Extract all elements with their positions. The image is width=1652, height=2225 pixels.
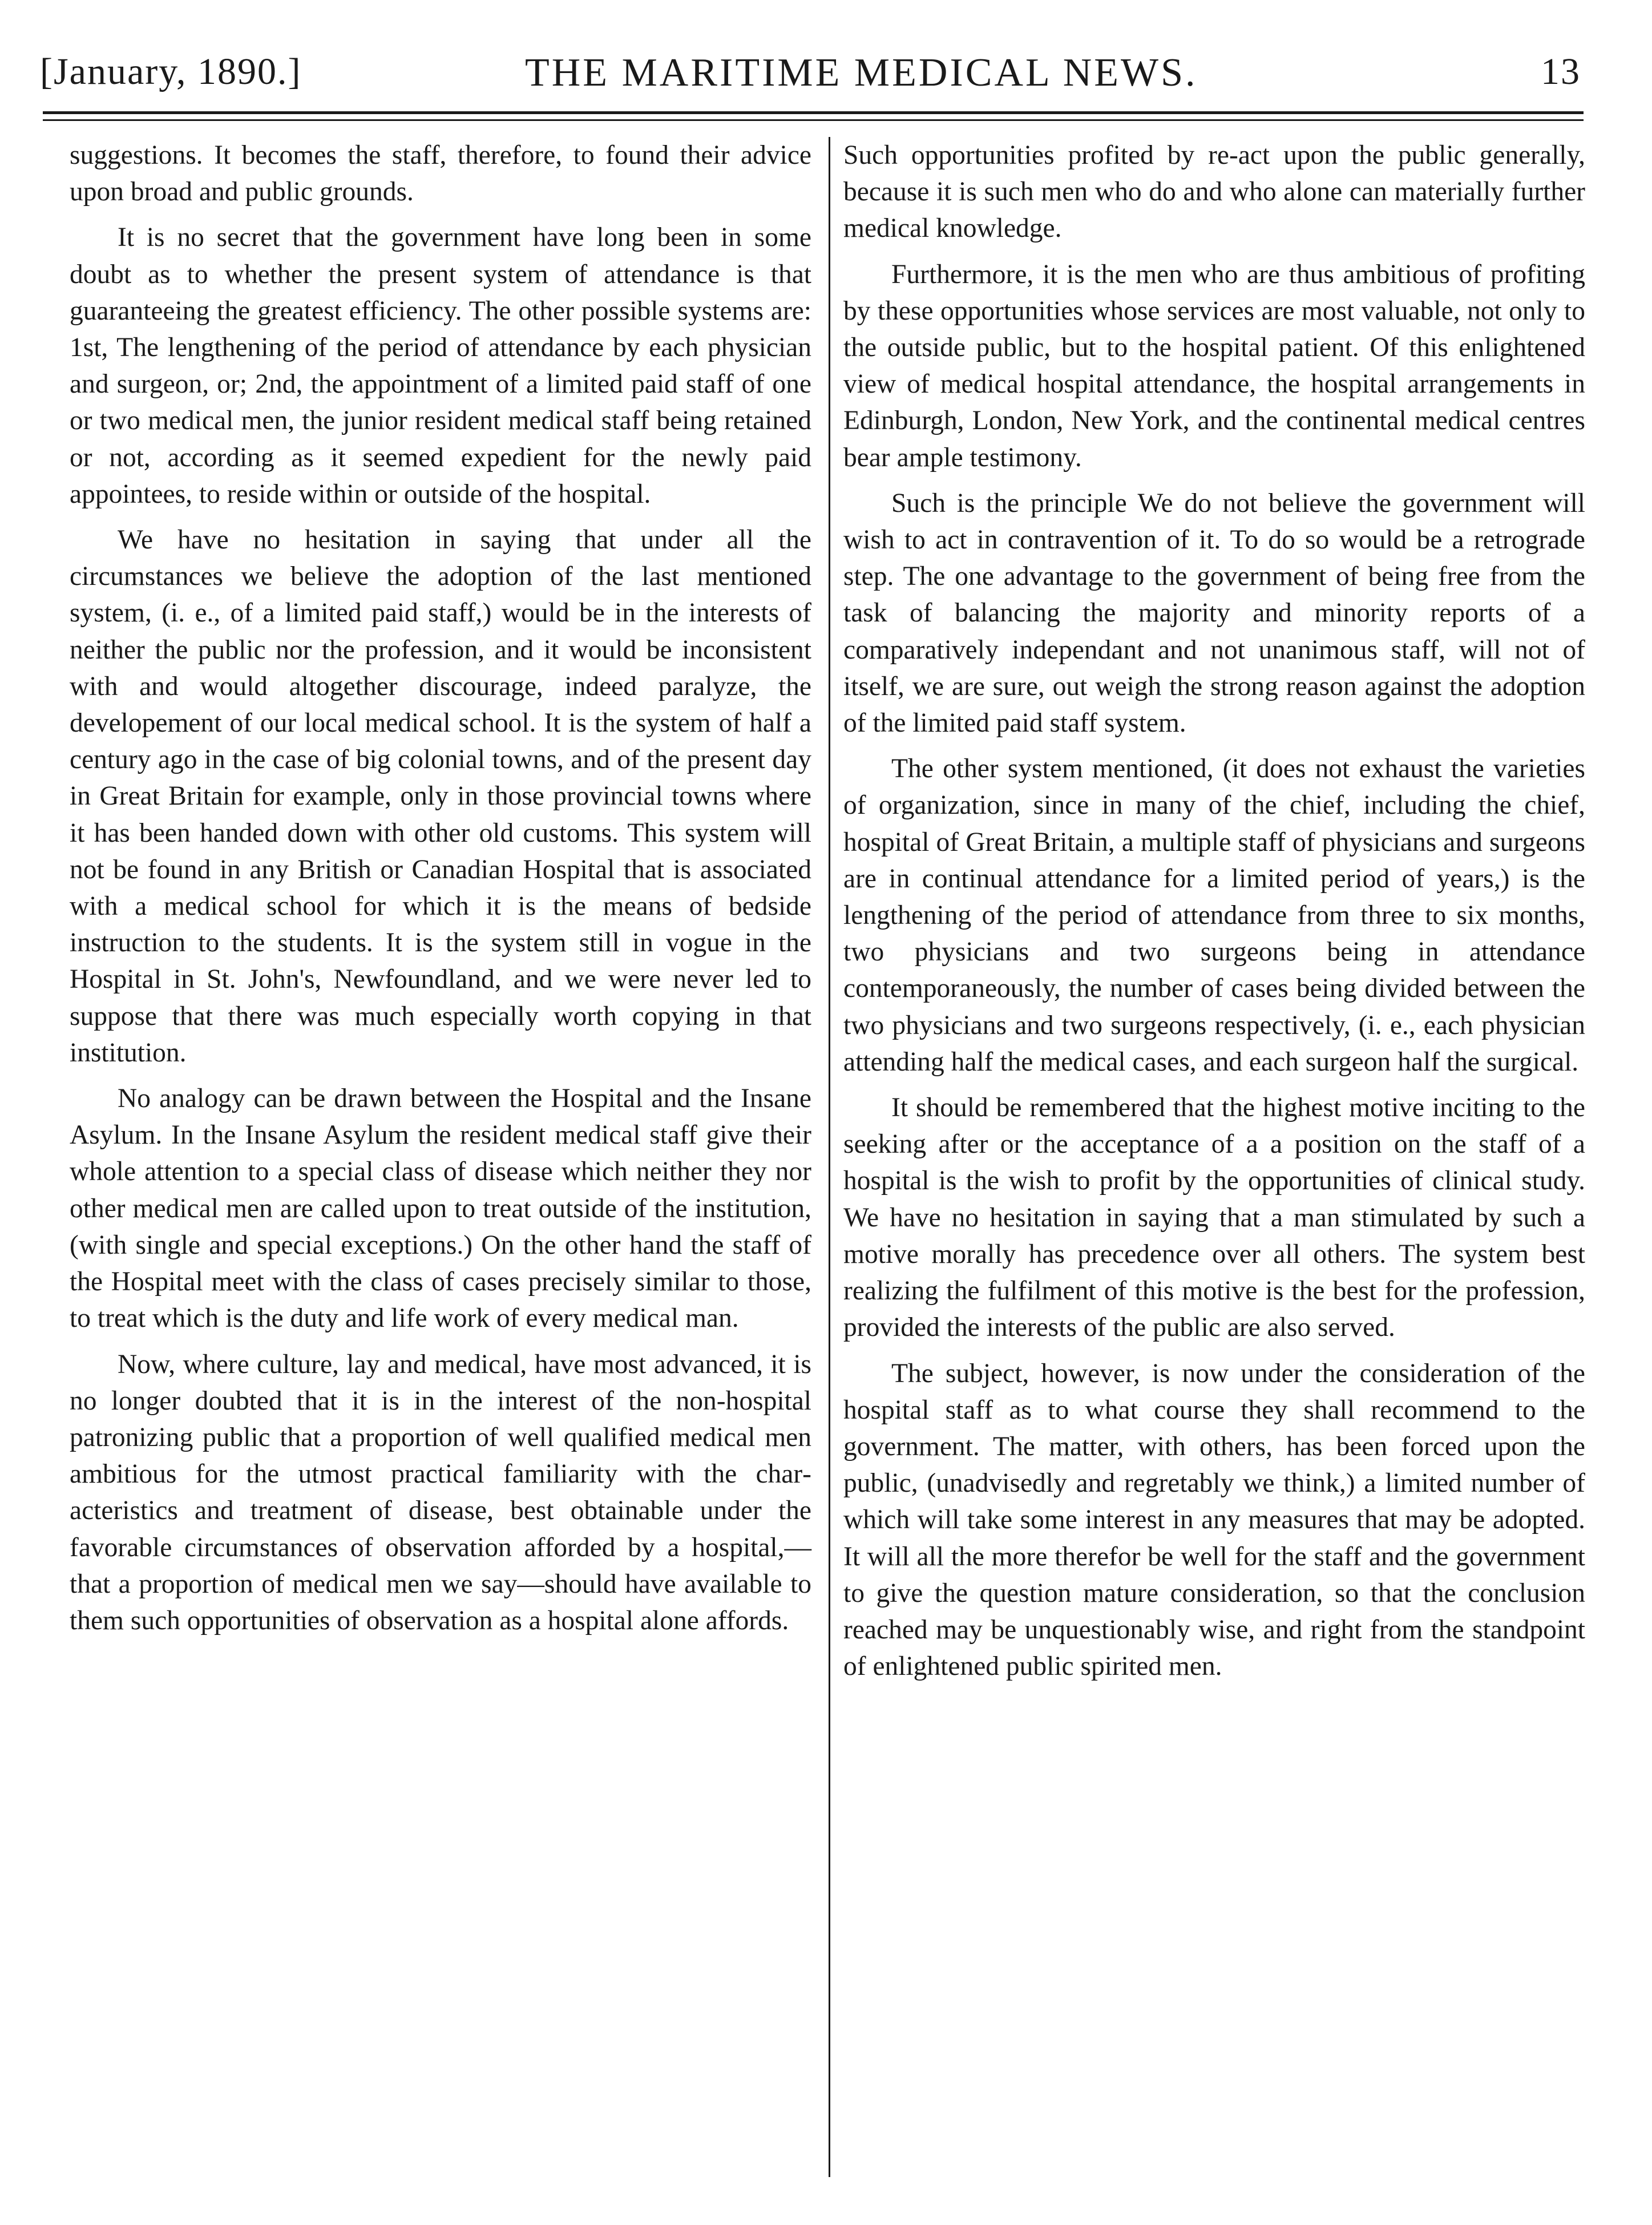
paragraph: Such opportunities profited by re-act upon the public generally, because it is such men who do and who alone can materially further medical knowledge. bbox=[843, 140, 1585, 244]
column-divider bbox=[829, 137, 830, 2177]
paragraph: The other system mentioned, (it does not exhaust the varieties of organization, since in many of the chief, including the chief, hospital of Great Britain, a multiple staff of physicians and surgeons are in continual attendance for a limited period of years,) is the lengthening of the period of attendance from three to six months, two physicians and two surgeons being in attendance contemporaneously, the number of cases being divided between the two physicians and two surgeons respectively, (i. e., each physician attending half the medical cases, and each surgeon half the surgical. bbox=[843, 754, 1585, 1077]
header-rule-thin bbox=[43, 119, 1584, 121]
paragraph: We have no hesitation in saying that under all the circumstances we believe the adoption of the last mentioned system, (i. e., of a limited paid staff,) would be in the interests of neither the public nor the profession, and it would be inconsistent with and would altogether discourage, indeed paralyze, the developement of our local medical school. It is the system of half a century ago in the case of big colonial towns, and of the present day in Great Britain for example, only in those provincial towns where it has been handed down with other old customs. This system will not be found in any British or Canadian Hospital that is associated with a medical school for which it is the means of bedside instruction to the students. It is the system still in vogue in the Hospital in St. John's, Newfoundland, and we were never led to suppose that there was much especially worth copying in that institution. bbox=[70, 525, 811, 1068]
paragraph: Such is the principle We do not believe the government will wish to act in contravention of it. To do so would be a retrograde step. The one advantage to the government of being free from the task of balancing the majority and minority reports of a comparatively independant and not unanimous staff, will not of itself, we are sure, out weigh the strong reason against the adoption of the limited paid staff system. bbox=[843, 488, 1585, 738]
paragraph: No analogy can be drawn between the Hospital and the Insane Asylum. In the Insane Asylum the resident medical staff give their whole attention to a special class of disease which neither they nor other medical men are called upon to treat outside of the institution, (with single and special exceptions.) On the other hand the staff of the Hospital meet with the class of cases precisely similar to those, to treat which is the duty and life work of every medical man. bbox=[70, 1084, 811, 1334]
right-column bbox=[843, 137, 1585, 1694]
paragraph: Now, where culture, lay and medical, have most advanced, it is no longer doubted that it is in the interest of the non-hospital patronizing public that a proportion of well qualified medical men ambitious for the utmost practical familiarity with the characteristics and treatment of disease, best obtainable under the favorable circumstances of observation afforded by a hospital,—that a proportion of medical men we say—should have available to them such opportunities of observation as a hospital alone affords. bbox=[70, 1349, 811, 1636]
paragraph: suggestions. It becomes the staff, therefore, to found their advice upon broad and public grounds. bbox=[70, 140, 811, 207]
running-header bbox=[40, 34, 1581, 103]
journal-title: THE MARITIME MEDICAL NEWS. bbox=[525, 51, 1198, 95]
paragraph: It is no secret that the government have long been in some doubt as to whether the present system of attendance is that guaranteeing the greatest efficiency. The other possible systems are: 1st, The lengthening of the period of attendance by each physician and surgeon, or; 2nd, the appointment of a limited paid staff of one or two medical men, the junior resident medical staff being retained or not, according as it seemed expedient for the newly paid appointees, to reside within or outside of the hospital. bbox=[70, 223, 811, 509]
page-number: 13 bbox=[1541, 51, 1581, 92]
paragraph: Furthermore, it is the men who are thus ambitious of profiting by these opportunities whose services are most valuable, not only to the outside public, but to the hospital patient. Of this enlightened view of medical hospital attendance, the hospital arrangements in Edinburgh, London, New York, and the continental medical centres bear ample testimony. bbox=[843, 259, 1585, 473]
paragraph: It should be remembered that the highest motive inciting to the seeking after or the acceptance of a a position on the staff of a hospital is the wish to profit by the opportunities of clinical study. We have no hesitation in saying that a man stimulated by such a motive morally has precedence over all others. The system best realizing the fulfilment of this motive is the best for the profession, provided the interests of the public are also served. bbox=[843, 1093, 1585, 1343]
left-column bbox=[70, 137, 811, 1648]
header-rule-thick bbox=[43, 111, 1584, 114]
paragraph: The subject, however, is now under the consideration of the hospital staff as to what course they shall recommend to the government. The matter, with others, has been forced upon the public, (unadvisedly and regretably we think,) a limited number of which will take some interest in any measures that may be adopted. It will all the more therefor be well for the staff and the government to give the question mature consideration, so that the conclusion reached may be unquestionably wise, and right from the standpoint of enlightened public spirited men. bbox=[843, 1358, 1585, 1682]
issue-date: [January, 1890.] bbox=[40, 51, 302, 92]
